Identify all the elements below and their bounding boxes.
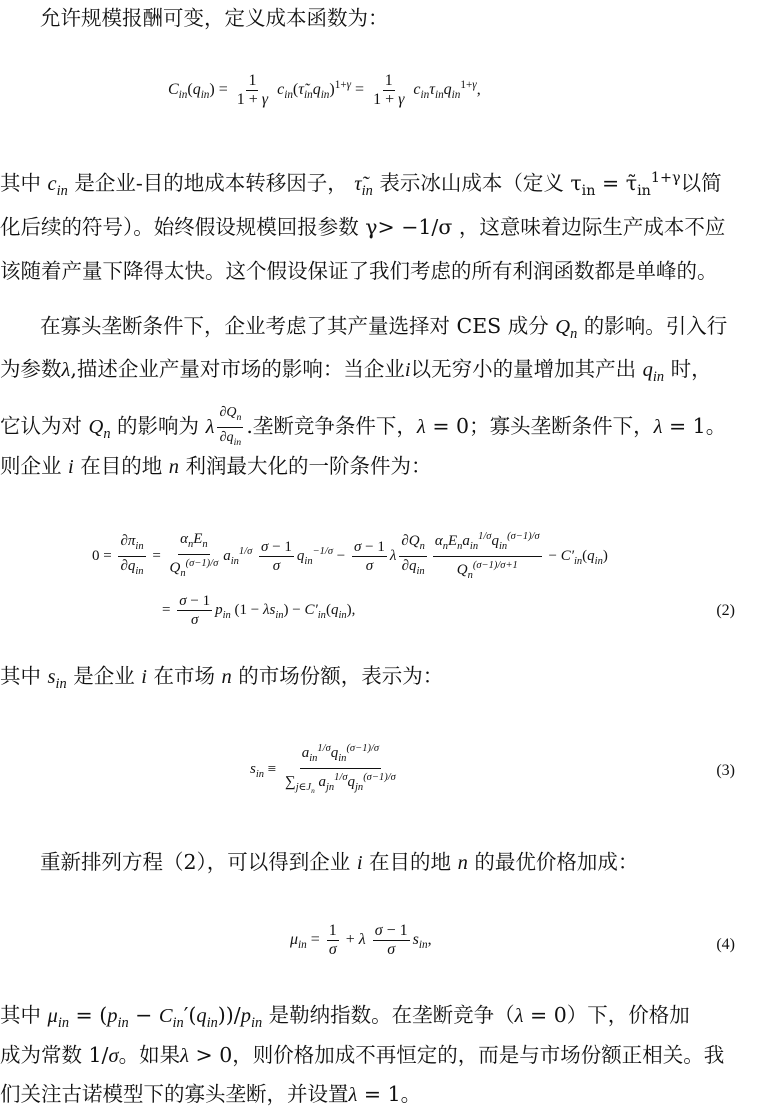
paragraph-oligopoly-2: 为参数λ,描述企业产量对市场的影响：当企业i以无穷小的量增加其产出 $q_{in}$ 时， xyxy=(0,357,712,386)
equation-number-3: (3) xyxy=(716,762,735,779)
paragraph-lerner-2: 成为常数 1/σ。如果λ > 0，则价格加成不再恒定的，而是与市场份额正相关。我 xyxy=(0,1043,725,1067)
paragraph-oligopoly-3: 它认为对 $Q_n$ 的影响为 λ $\frac{\partial Q_n}{\partial q_{in}}$ .垄断竞争条件下，λ = 0；寡头垄断条件下，λ = 1。 xyxy=(0,405,727,448)
paragraph-oligopoly-1: 在寡头垄断条件下，企业考虑了其产量选择对 CES 成分 $Q_n$ 的影响。引入行 xyxy=(40,314,728,343)
equation-markup: $\mu_{in}$ = $\frac{1}{\sigma}$ + λ $\frac{\sigma - 1}{\sigma}$ $s_{in}$, xyxy=(290,922,432,958)
paragraph-oligopoly-4: 则企业 i 在目的地 n 利润最大化的一阶条件为： xyxy=(0,454,432,478)
paragraph-market-share: 其中 $s_{in}$ 是企业 i 在市场 n 的市场份额，表示为： xyxy=(0,664,444,693)
equation-cost-function: $C_{in}(q_{in})$ = $\frac{1}{1 + \gamma}$ $c_{in}(\taũ_{in}q_{in})^{1+\gamma}$ = $\frac{1}{1 + \gamma}$ $c_{in}\tau_{in}q_{in}^{1+\gamma}$, xyxy=(168,72,481,108)
paragraph-cost-explain-2: 化后续的符号）。始终假设规模回报参数 γ> −1/σ ，这意味着边际生产成本不应 xyxy=(0,215,726,239)
equation-number-2: (2) xyxy=(716,602,735,619)
equation-market-share: $s_{in}$ ≡ $\frac{a_{in}^{1/\sigma}q_{in}^{(\sigma-1)/\sigma}}{\sum_{j\in J_n} a_{jn}^{1/\sigma}q_{jn}^{(\sigma-1)/\sigma}}$ xyxy=(250,740,401,800)
equation-number-4: (4) xyxy=(716,936,735,953)
paragraph-intro: 允许规模报酬可变，定义成本函数为： xyxy=(40,6,389,30)
paragraph-lerner-1: 其中 $\mu_{in} = (p_{in} - C_{in}'(q_{in}))/p_{in}$ 是勒纳指数。在垄断竞争（λ = 0）下，价格加 xyxy=(0,1003,690,1032)
paragraph-rearrange: 重新排列方程（2），可以得到企业 i 在目的地 n 的最优价格加成： xyxy=(40,850,639,874)
equation-foc-line1: 0 = $\frac{\partial\pi_{in}}{\partial q_{in}}$ = $\frac{\alpha_nE_n}{Q_n^{(\sigma-1)/\sigma}}$ $a_{in}^{1/\sigma}$ $\frac{\sigma - 1}{\sigma}$ $q_{in}^{-1/\sigma}$ − $\frac{\sigma - 1}{\sigma}$ λ $\frac{\partial Q_n}{\partial q_{in}}$ $\frac{\alpha_nE_na_{in}^{1/\sigma}q_{in}^{(\sigma-1)/\sigma}}{Q_n^{(\sigma-1)/\sigma+1}}$ − $C'_{in}(q_{in})$ xyxy=(92,528,608,585)
paragraph-lerner-3: 们关注古诺模型下的寡头垄断，并设置λ = 1。 xyxy=(0,1082,422,1106)
paragraph-cost-explain-1: 其中 $c_{in}$ 是企业-目的地成本转移因子， $\taũ_{in}$ 表示冰山成本（定义 $\tau_{in}$ = $\taũ_{in}^{1+\gamma}$以简 xyxy=(0,170,722,199)
equation-foc-line2: = $\frac{\sigma - 1}{\sigma}$ $p_{in}$ $(1 - \lambda s_{in}) - C'_{in}(q_{in})$, xyxy=(162,593,356,628)
paragraph-cost-explain-3: 该随着产量下降得太快。这个假设保证了我们考虑的所有利润函数都是单峰的。 xyxy=(0,259,718,283)
